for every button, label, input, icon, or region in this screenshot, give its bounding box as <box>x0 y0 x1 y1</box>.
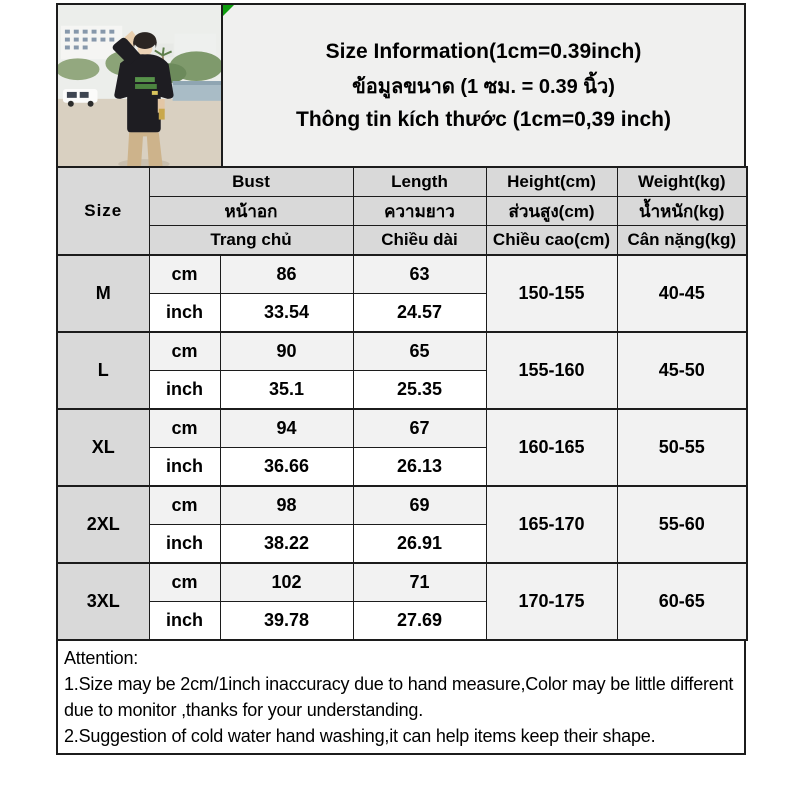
length-inch-value: 26.13 <box>353 448 486 487</box>
unit-label-cm: cm <box>149 332 220 371</box>
unit-label-cm: cm <box>149 486 220 525</box>
size-chart <box>56 3 746 755</box>
unit-label-cm: cm <box>149 255 220 294</box>
header-height-th: ส่วนสูง(cm) <box>486 197 617 226</box>
table-row <box>57 255 747 294</box>
length-inch-value: 25.35 <box>353 371 486 410</box>
size-label-l: L <box>57 332 149 409</box>
unit-label-cm: cm <box>149 409 220 448</box>
table-row <box>57 409 747 448</box>
table-row <box>57 486 747 525</box>
weight-range-value: 55-60 <box>617 486 747 563</box>
length-cm-value: 71 <box>353 563 486 602</box>
title-vietnamese: Thông tin kích thước (1cm=0,39 inch) <box>296 107 671 131</box>
height-range-value: 160-165 <box>486 409 617 486</box>
size-label-xl: XL <box>57 409 149 486</box>
unit-label-inch: inch <box>149 525 220 564</box>
header-length-th: ความยาว <box>353 197 486 226</box>
header-weight-th: น้ำหนัก(kg) <box>617 197 747 226</box>
bust-inch-value: 36.66 <box>220 448 353 487</box>
header-weight-en: Weight(kg) <box>617 167 747 197</box>
length-cm-value: 67 <box>353 409 486 448</box>
size-table <box>56 166 748 641</box>
unit-label-inch: inch <box>149 371 220 410</box>
header-weight-vi: Cân nặng(kg) <box>617 226 747 256</box>
unit-label-cm: cm <box>149 563 220 602</box>
height-range-value: 150-155 <box>486 255 617 332</box>
model-photo <box>58 5 223 166</box>
bust-cm-value: 98 <box>220 486 353 525</box>
height-range-value: 155-160 <box>486 332 617 409</box>
model-photo-illustration <box>58 5 221 166</box>
header-length-vi: Chiều dài <box>353 226 486 256</box>
table-row <box>57 332 747 371</box>
unit-label-inch: inch <box>149 602 220 641</box>
header-length-en: Length <box>353 167 486 197</box>
size-label-2xl: 2XL <box>57 486 149 563</box>
bust-inch-value: 35.1 <box>220 371 353 410</box>
attention-line-1: 1.Size may be 2cm/1inch inaccuracy due to hand measure,Color may be little different due to monitor ,thanks for your understanding. <box>64 674 734 720</box>
length-inch-value: 26.91 <box>353 525 486 564</box>
title-english: Size Information(1cm=0.39inch) <box>325 39 642 63</box>
height-range-value: 170-175 <box>486 563 617 640</box>
size-column-header: Size <box>57 167 149 255</box>
attention-note <box>56 641 746 755</box>
top-section <box>56 3 746 168</box>
bust-cm-value: 102 <box>220 563 353 602</box>
header-bust-en: Bust <box>149 167 353 197</box>
bust-cm-value: 86 <box>220 255 353 294</box>
bust-cm-value: 90 <box>220 332 353 371</box>
bust-inch-value: 38.22 <box>220 525 353 564</box>
length-inch-value: 27.69 <box>353 602 486 641</box>
table-row <box>57 563 747 602</box>
title-thai: ข้อมูลขนาด (1 ซม. = 0.39 นิ้ว) <box>352 75 615 98</box>
header-bust-th: หน้าอก <box>149 197 353 226</box>
length-cm-value: 65 <box>353 332 486 371</box>
unit-label-inch: inch <box>149 448 220 487</box>
header-height-vi: Chiều cao(cm) <box>486 226 617 256</box>
attention-line-2: 2.Suggestion of cold water hand washing,it can help items keep their shape. <box>64 726 656 746</box>
attention-heading: Attention: <box>64 648 139 668</box>
size-label-3xl: 3XL <box>57 563 149 640</box>
height-range-value: 165-170 <box>486 486 617 563</box>
weight-range-value: 40-45 <box>617 255 747 332</box>
weight-range-value: 50-55 <box>617 409 747 486</box>
header-height-en: Height(cm) <box>486 167 617 197</box>
bust-cm-value: 94 <box>220 409 353 448</box>
green-corner-marker-icon <box>223 5 234 16</box>
length-inch-value: 24.57 <box>353 294 486 333</box>
length-cm-value: 63 <box>353 255 486 294</box>
weight-range-value: 60-65 <box>617 563 747 640</box>
unit-label-inch: inch <box>149 294 220 333</box>
weight-range-value: 45-50 <box>617 332 747 409</box>
title-block <box>223 5 744 166</box>
size-label-m: M <box>57 255 149 332</box>
header-bust-vi: Trang chủ <box>149 226 353 256</box>
bust-inch-value: 33.54 <box>220 294 353 333</box>
length-cm-value: 69 <box>353 486 486 525</box>
bust-inch-value: 39.78 <box>220 602 353 641</box>
